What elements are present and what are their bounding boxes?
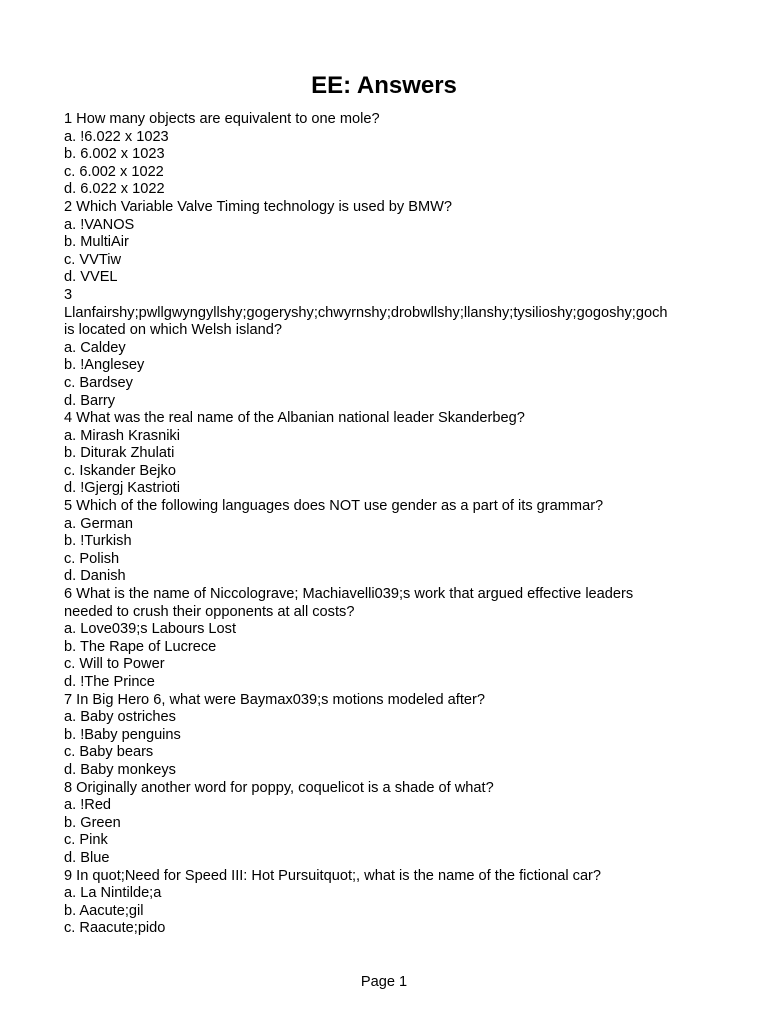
question-7-option-b: b. !Baby penguins — [64, 726, 181, 743]
question-2-option-d: d. VVEL — [64, 269, 118, 286]
question-7-text: 7 In Big Hero 6, what were Baymax039;s motions modeled after? — [64, 691, 486, 708]
question-6-text: 6 What is the name of Niccolograve; Machiavelli039;s work that argued effective leaders needed to crush their opponents at all costs? — [64, 586, 634, 620]
question-4-option-a: a. Mirash Krasniki — [64, 427, 180, 444]
question-6-option-a: a. Love039;s Labours Lost — [64, 621, 237, 638]
question-8-text: 8 Originally another word for poppy, coquelicot is a shade of what? — [64, 779, 494, 796]
question-1-option-d: d. 6.022 x 1022 — [64, 181, 165, 198]
question-3-text: 3 Llanfairshy;pwllgwyngyllshy;gogeryshy;chwyrnshy;drobwllshy;llanshy;tysilioshy;gogoshy;goch is located on which Welsh island? — [64, 286, 668, 339]
question-7-option-c: c. Baby bears — [64, 744, 154, 761]
question-3-option-c: c. Bardsey — [64, 374, 133, 391]
question-8-option-a: a. !Red — [64, 797, 112, 814]
question-9-option-a: a. La Nintilde;a — [64, 885, 162, 902]
question-5-text: 5 Which of the following languages does NOT use gender as a part of its grammar? — [64, 498, 604, 515]
page-number: Page 1 — [360, 974, 408, 990]
question-list — [64, 111, 724, 938]
question-4-text: 4 What was the real name of the Albanian national leader Skanderbeg? — [64, 410, 525, 427]
question-6-option-b: b. The Rape of Lucrece — [64, 638, 217, 655]
question-9-option-b: b. Aacute;gil — [64, 902, 144, 919]
question-5-option-a: a. German — [64, 515, 133, 532]
question-2-option-c: c. VVTiw — [64, 251, 122, 268]
question-6-option-d: d. !The Prince — [64, 674, 155, 690]
question-8-option-c: c. Pink — [64, 832, 108, 849]
question-2-text: 2 Which Variable Valve Timing technology is used by BMW? — [64, 198, 452, 215]
question-1-text: 1 How many objects are equivalent to one mole? — [64, 111, 380, 127]
question-1-option-c: c. 6.002 x 1022 — [64, 163, 164, 180]
question-9-text: 9 In quot;Need for Speed III: Hot Pursuitquot;, what is the name of the fictional car? — [64, 867, 602, 884]
question-3-option-b: b. !Anglesey — [64, 357, 145, 374]
question-3-option-a: a. Caldey — [64, 339, 126, 356]
question-8-option-d: d. Blue — [64, 849, 110, 866]
question-5-option-d: d. Danish — [64, 568, 126, 585]
page-title: EE: Answers — [311, 72, 457, 99]
question-4-option-c: c. Iskander Bejko — [64, 462, 176, 479]
question-5-option-b: b. !Turkish — [64, 533, 132, 550]
question-2-option-a: a. !VANOS — [64, 216, 135, 233]
question-4-option-b: b. Diturak Zhulati — [64, 445, 175, 462]
question-3-option-d: d. Barry — [64, 392, 116, 409]
question-2-option-b: b. MultiAir — [64, 234, 129, 251]
question-4-option-d: d. !Gjergj Kastrioti — [64, 480, 180, 497]
question-8-option-b: b. Green — [64, 814, 121, 831]
question-6-option-c: c. Will to Power — [64, 656, 165, 673]
question-9-option-c: c. Raacute;pido — [64, 920, 166, 937]
question-5-option-c: c. Polish — [64, 550, 120, 567]
question-7-option-a: a. Baby ostriches — [64, 709, 176, 726]
question-1-option-b: b. 6.002 x 1023 — [64, 146, 165, 163]
question-7-option-d: d. Baby monkeys — [64, 761, 176, 778]
question-1-option-a: a. !6.022 x 1023 — [64, 128, 169, 145]
